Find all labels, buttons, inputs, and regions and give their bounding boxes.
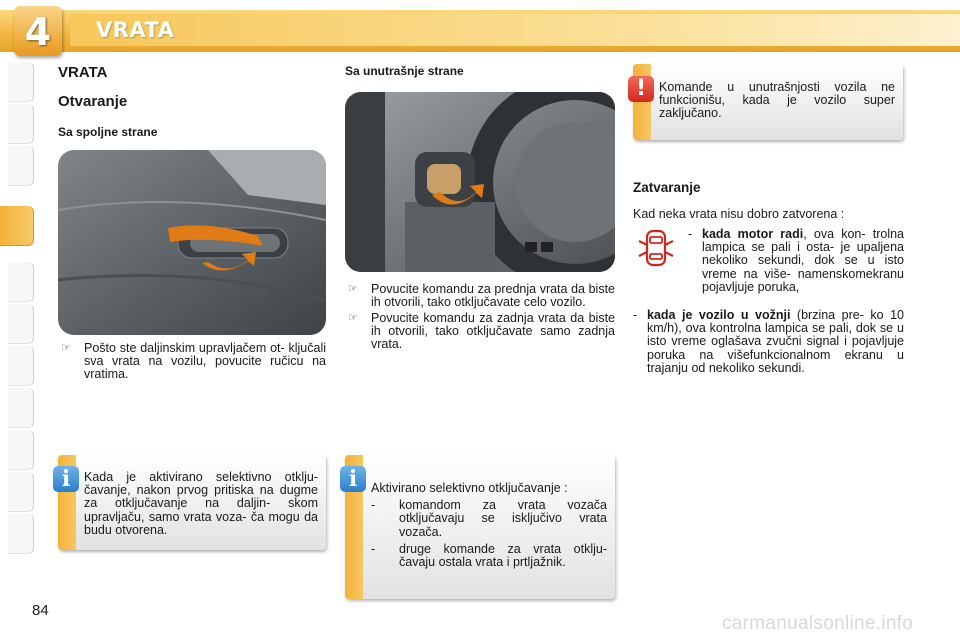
info-box-selective-unlock-active (345, 455, 615, 599)
list-item: - druge komande za vrata otklju- čavaju ostala vrata i prtljažnik. (371, 541, 607, 570)
inside-door-handle-photo (345, 92, 615, 272)
closing-intro: Kad neka vrata nisu dobro zatvorena : (633, 207, 845, 221)
chapter-tab[interactable] (8, 146, 34, 186)
chapter-tab-rail (0, 62, 34, 582)
chapter-number: 4 (24, 10, 52, 54)
info-icon: i (53, 466, 79, 492)
info-text: Kada je aktivirano selektivno otklju- čavanje, nakon prvog pritiska na dugme za otključavanje na daljin- skom upravljaču, samo vrata voza- ča mogu da budu otvorena. (84, 470, 318, 537)
warning-icon: ! (628, 76, 654, 102)
warning-text: Komande u unutrašnjosti vozila ne funkcionišu, kada je vozilo super zaključano. (659, 80, 895, 121)
outside-door-handle-photo (58, 150, 326, 335)
info-box-selective-unlock (58, 455, 326, 550)
list-item: - komandom za vrata vozača otključavaju se isključivo vrata vozača. (371, 498, 607, 539)
bullet-icon: ☞ (348, 283, 358, 295)
info-list (371, 499, 607, 569)
chapter-tab[interactable] (8, 104, 34, 144)
info-intro: Aktivirano selektivno otključavanje : (371, 481, 568, 495)
list-item: ☞ Povucite komandu za prednja vrata da biste ih otvorili, tako otključavate celo vozilo. (348, 282, 615, 309)
chapter-tab[interactable] (8, 262, 34, 302)
outside-bullets (58, 342, 326, 384)
bullet-icon: ☞ (348, 312, 358, 324)
chapter-tab[interactable] (8, 388, 34, 428)
list-item: ☞ Pošto ste daljinskim upravljačem ot- ključali sva vrata na vozilu, povucite ručicu na vratima. (61, 341, 326, 381)
chapter-tab[interactable] (8, 472, 34, 512)
closing-title: Zatvaranje (633, 180, 701, 195)
inside-bullets (345, 283, 615, 354)
chapter-tab[interactable] (8, 430, 34, 470)
outside-heading: Sa spoljne strane (58, 125, 158, 139)
closing-item-engine-running: - kada motor radi, ova kon- trolna lampica se pali i osta- je upaljena nekoliko sekundi, dok se u isto vreme na više- namenskomekranu pojavljuje poruka, (688, 227, 904, 294)
chapter-tab[interactable] (8, 62, 34, 102)
chapter-tab[interactable] (8, 304, 34, 344)
door-open-warning-icon (636, 228, 676, 268)
inside-heading: Sa unutrašnje strane (345, 64, 464, 78)
chapter-tab[interactable] (8, 346, 34, 386)
header-title-bar (70, 14, 960, 46)
list-item: ☞ Povucite komandu za zadnja vrata da biste ih otvorili, tako otključavate samo zadnja vrata. (348, 311, 615, 351)
closing-item-vehicle-moving: - kada je vozilo u vožnji (brzina pre- ko 10 km/h), ova kontrolna lampica se pali, dok se u isto vreme oglašava zvučni signal i pojavljuje poruka na višefunkcionalnom ekranu u trajanju od nekoliko sekundi. (633, 308, 904, 375)
bullet-icon: ☞ (61, 342, 71, 354)
info-content (371, 482, 607, 569)
chapter-badge (14, 6, 62, 56)
section-title: VRATA (58, 64, 108, 81)
chapter-title: VRATA (96, 18, 175, 42)
info-icon: i (340, 466, 366, 492)
warning-box-superlock (633, 64, 903, 140)
page-number: 84 (32, 602, 49, 619)
watermark: carmanualsonline.info (722, 613, 914, 634)
chapter-tab-active[interactable] (0, 206, 34, 246)
section-subtitle: Otvaranje (58, 93, 128, 110)
chapter-tab[interactable] (8, 514, 34, 554)
